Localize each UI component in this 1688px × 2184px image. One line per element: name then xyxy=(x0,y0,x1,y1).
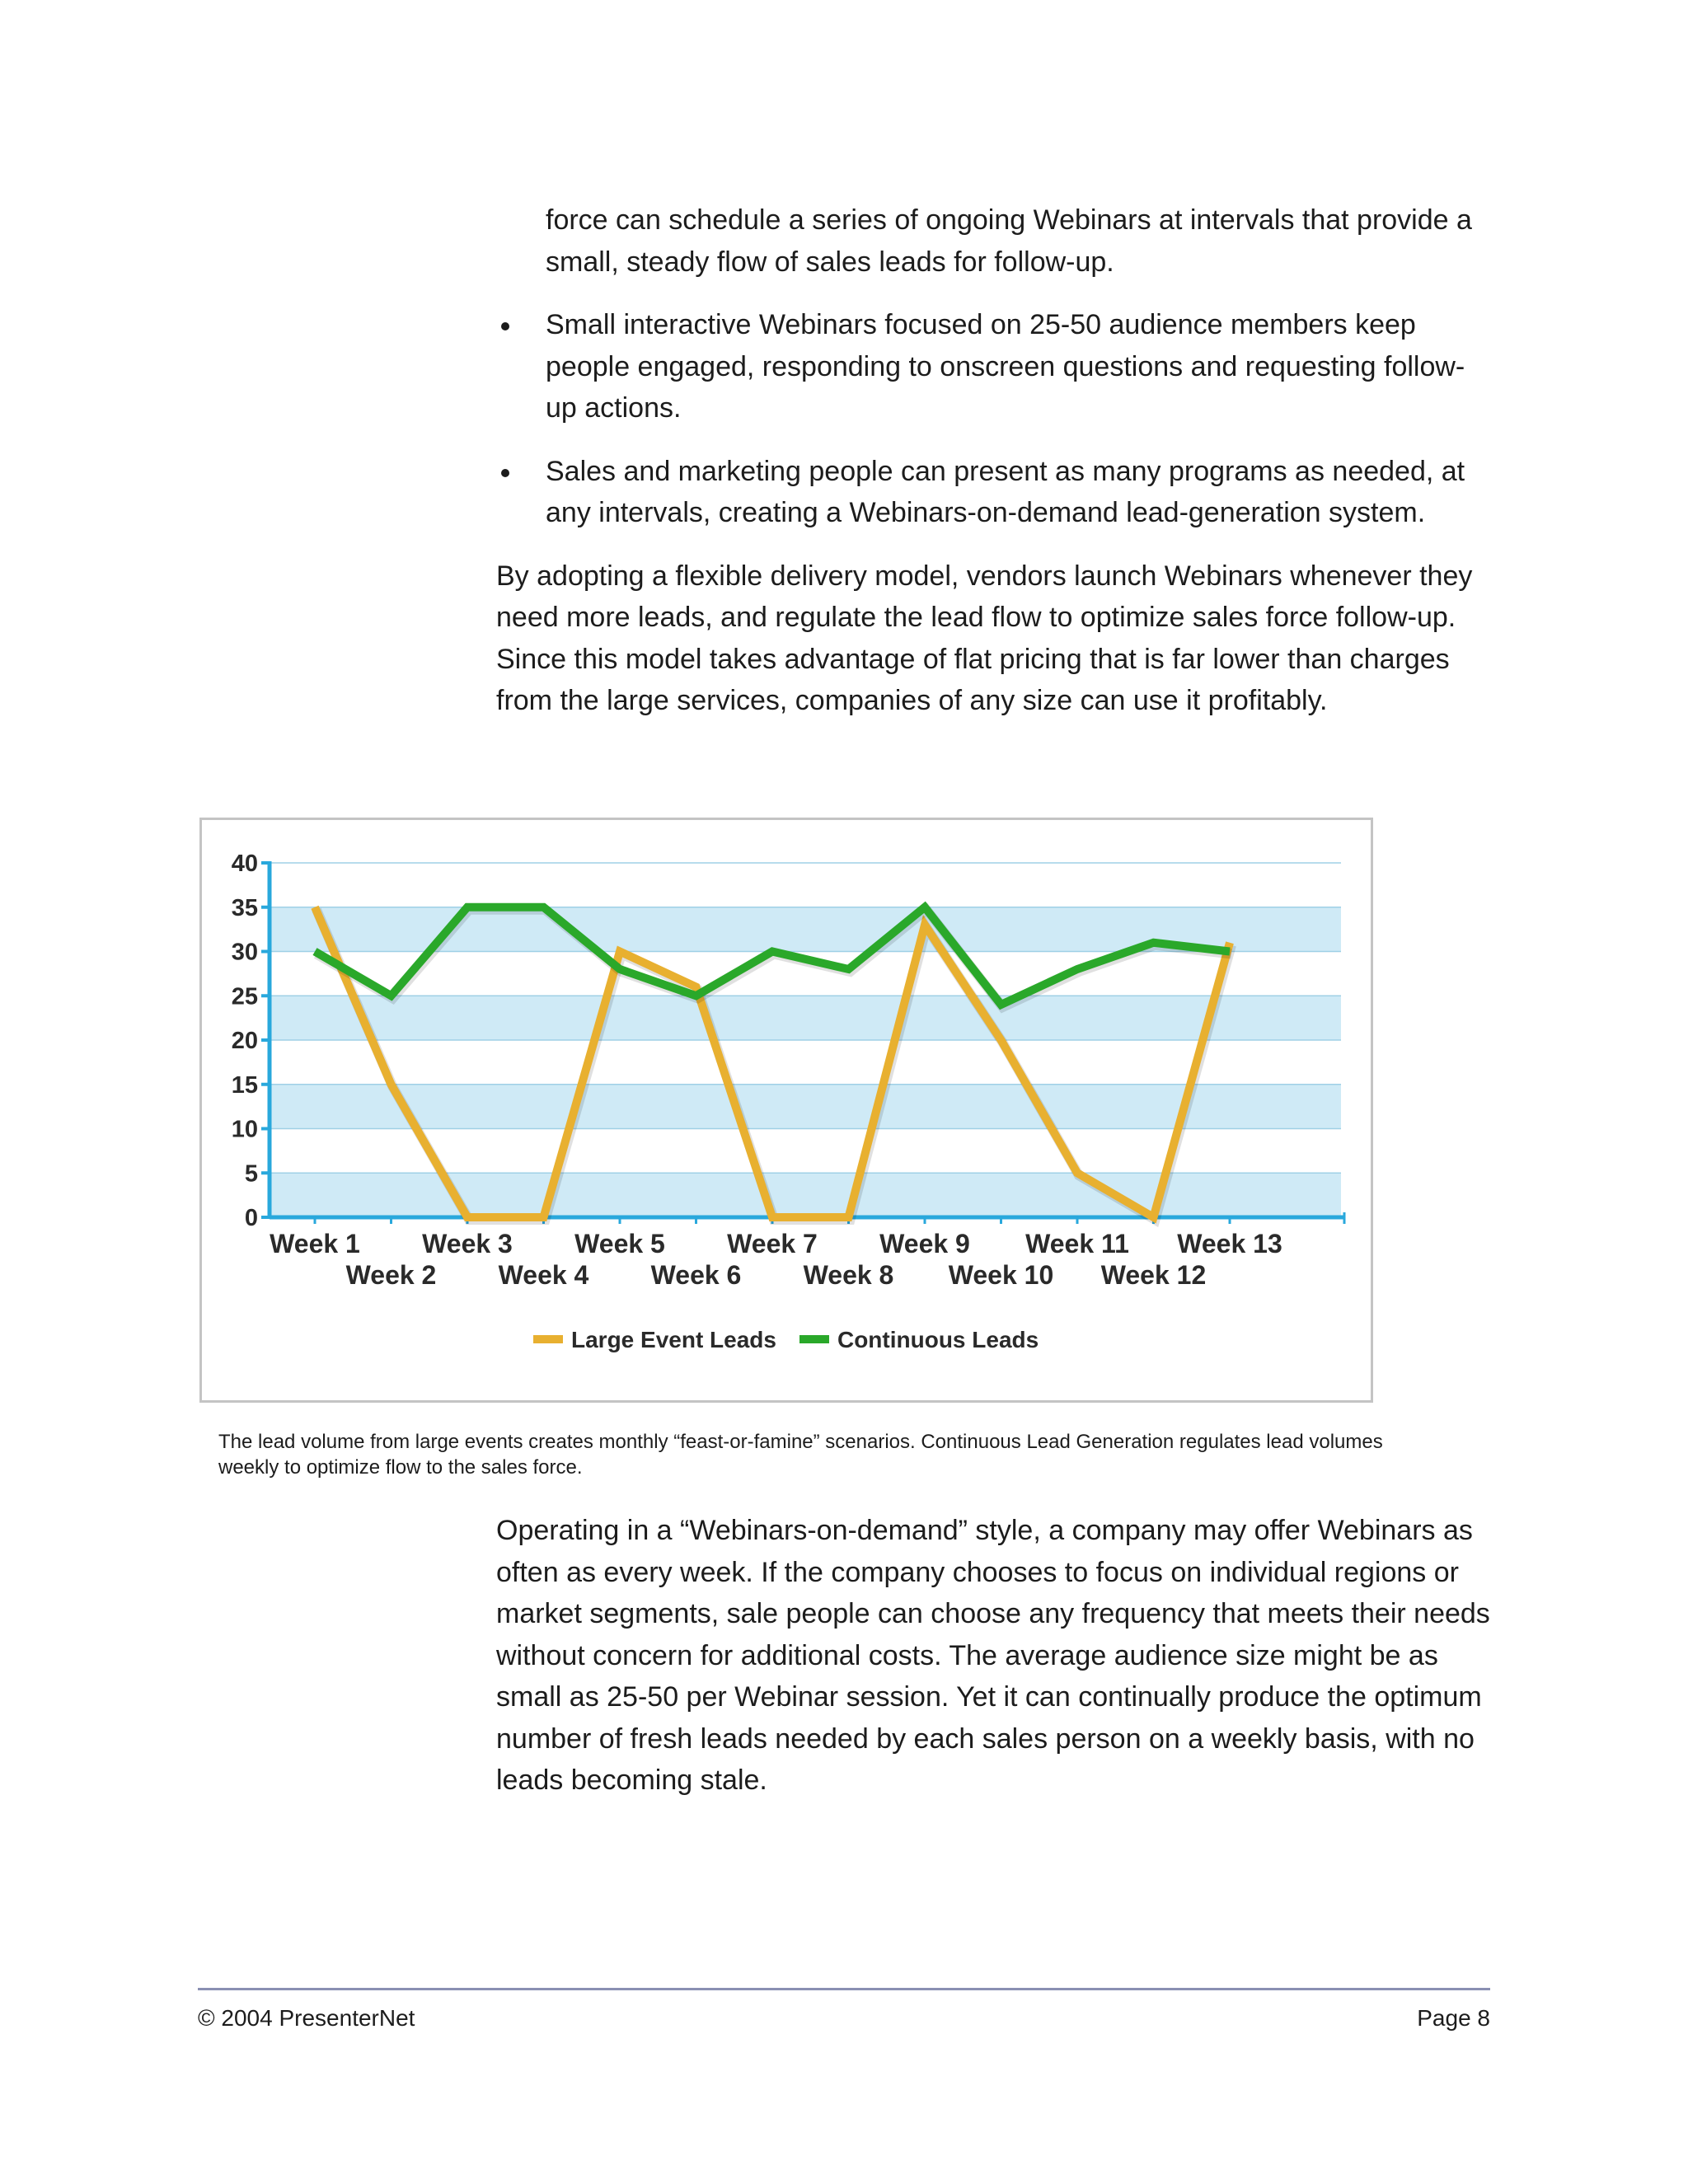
chart-canvas xyxy=(202,820,1371,1400)
bullet-icon xyxy=(501,322,509,330)
x-tick-label: Week 7 xyxy=(727,1229,818,1258)
bullet-text: Small interactive Webinars focused on 25-50 audience members keep people engaged, responding to onscreen questions and requesting follow-up actions. xyxy=(546,309,1465,424)
y-tick-label: 10 xyxy=(231,1116,258,1143)
y-tick-label: 35 xyxy=(231,894,258,921)
y-tick-label: 5 xyxy=(244,1160,258,1188)
legend-label: Continuous Leads xyxy=(837,1327,1039,1352)
bullet-item xyxy=(496,451,1493,534)
grid-band xyxy=(270,996,1341,1040)
y-tick-label: 20 xyxy=(231,1028,258,1054)
continuation-paragraph: force can schedule a series of ongoing Webinars at intervals that provide a small, steady flow of sales leads for follow-up. xyxy=(546,204,1472,278)
x-tick-label: Week 13 xyxy=(1177,1229,1282,1258)
body-paragraph: Operating in a “Webinars-on-demand” style, a company may offer Webinars as often as every week. If the company chooses to focus on individual regions or market segments, sale people can choose any frequency that meets their needs without concern for additional costs. The average audience size might be as small as 25-50 per Webinar session. Yet it can continually produce the optimum number of fresh leads needed by each sales person on a weekly basis, with no leads becoming stale. xyxy=(496,1515,1490,1796)
x-tick-label: Week 1 xyxy=(270,1229,360,1258)
y-tick-label: 25 xyxy=(231,983,258,1010)
x-tick-label: Week 4 xyxy=(498,1260,589,1290)
y-tick-label: 15 xyxy=(231,1071,258,1099)
bullet-text: Sales and marketing people can present as many programs as needed, at any intervals, creating a Webinars-on-demand lead-generation system. xyxy=(546,455,1465,528)
x-tick-label: Week 3 xyxy=(422,1229,513,1258)
footer-copyright: © 2004 PresenterNet xyxy=(198,2005,415,2031)
x-tick-label: Week 9 xyxy=(879,1229,970,1258)
x-tick-label: Week 10 xyxy=(948,1260,1054,1290)
y-tick-label: 30 xyxy=(231,939,258,966)
legend-label: Large Event Leads xyxy=(571,1327,776,1352)
x-tick-label: Week 5 xyxy=(574,1229,665,1258)
y-tick-label: 40 xyxy=(231,851,258,877)
x-tick-label: Week 12 xyxy=(1100,1260,1207,1290)
grid-band xyxy=(270,1173,1341,1217)
footer-page-number: Page 8 xyxy=(1417,2005,1490,2031)
body-bottom xyxy=(496,1510,1493,1802)
bullet-item xyxy=(496,304,1493,429)
x-tick-label: Week 6 xyxy=(650,1260,742,1290)
line-chart xyxy=(199,818,1373,1403)
body-paragraph: By adopting a flexible delivery model, vendors launch Webinars whenever they need more leads, and regulate the lead flow to optimize sales force follow-up. Since this model takes advantage of flat pricing that is far lower than charges from the large services, companies of any size can use it profitably. xyxy=(496,560,1473,716)
x-tick-label: Week 11 xyxy=(1025,1229,1129,1258)
bullet-icon xyxy=(501,469,509,477)
y-tick-label: 0 xyxy=(244,1205,258,1231)
body-top xyxy=(496,199,1493,722)
x-tick-label: Week 2 xyxy=(345,1260,437,1290)
legend-swatch xyxy=(799,1335,829,1343)
x-tick-label: Week 8 xyxy=(803,1260,894,1290)
footer-divider xyxy=(198,1988,1490,1990)
figure-caption: The lead volume from large events creates monthly “feast-or-famine” scenarios. Continuous Lead Generation regulates lead volumes weekly to optimize flow to the sales force. xyxy=(218,1431,1383,1479)
legend-swatch xyxy=(533,1335,563,1343)
bullet-list xyxy=(496,304,1493,534)
